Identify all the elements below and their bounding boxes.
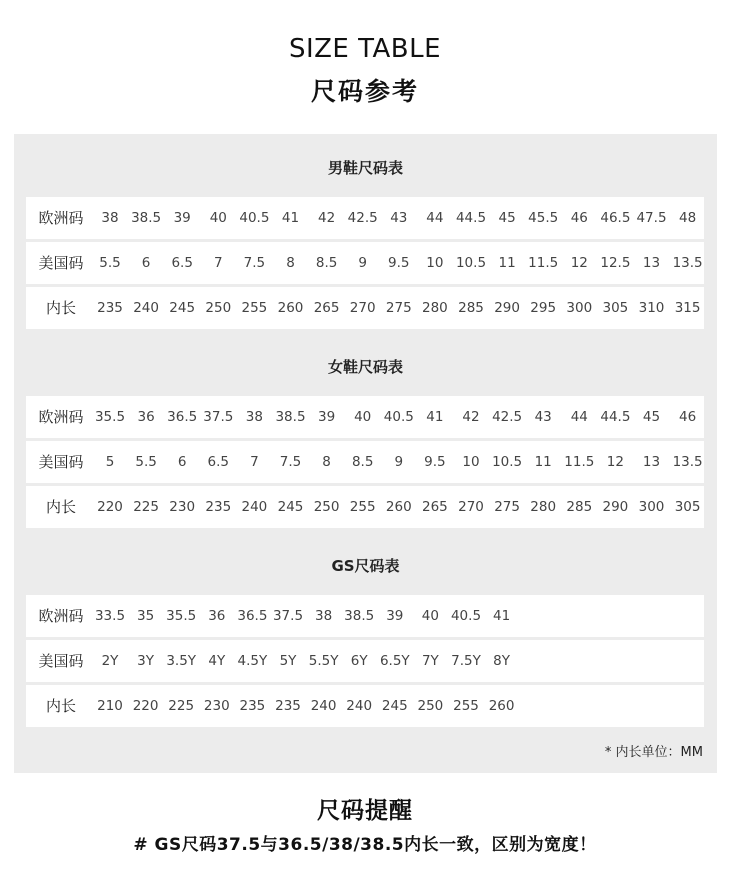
size-value: 7 — [250, 454, 259, 470]
section-heading-women: 女鞋尺码表 — [327, 358, 403, 376]
size-value: 10.5 — [455, 255, 487, 271]
size-value: 37.5 — [272, 608, 304, 624]
row-label: 内长 — [45, 697, 76, 715]
size-value: 13 — [642, 255, 661, 271]
men-row-length — [26, 287, 704, 329]
size-value: 44.5 — [455, 210, 487, 226]
size-value: 36.5 — [237, 608, 268, 624]
size-value: 240 — [241, 499, 268, 515]
size-value: 2Y — [101, 653, 119, 669]
size-value: 42 — [462, 409, 480, 425]
size-value: 5.5 — [135, 454, 157, 470]
size-value: 245 — [169, 300, 196, 316]
size-value: 8 — [322, 454, 331, 470]
size-value: 44 — [570, 409, 588, 425]
size-value: 300 — [638, 499, 665, 515]
size-value: 12.5 — [600, 255, 631, 271]
size-value: 235 — [97, 300, 123, 316]
size-value: 245 — [277, 499, 304, 515]
size-value: 41 — [281, 210, 300, 226]
size-value: 40 — [421, 608, 439, 624]
size-value: 4.5Y — [237, 653, 268, 669]
section-heading-gs: GS尺码表 — [331, 557, 400, 575]
size-value: 10 — [426, 255, 444, 271]
size-value: 7.5 — [243, 255, 266, 271]
size-value: 43 — [534, 409, 552, 425]
size-value: 225 — [168, 698, 195, 714]
size-value: 8.5 — [315, 255, 338, 271]
size-value: 245 — [381, 698, 408, 714]
size-value: 235 — [239, 698, 266, 714]
size-value: 6.5Y — [379, 653, 410, 669]
size-value: 260 — [277, 300, 304, 316]
size-value: 10 — [462, 454, 480, 470]
reminder-title: 尺码提醒 — [317, 798, 413, 824]
size-value: 44.5 — [600, 409, 631, 425]
size-value: 40 — [354, 409, 372, 425]
size-value: 5.5 — [99, 255, 121, 271]
size-value: 265 — [422, 499, 448, 515]
size-value: 315 — [674, 300, 701, 316]
size-value: 11 — [534, 454, 552, 470]
size-value: 310 — [638, 300, 665, 316]
size-value: 6 — [141, 255, 151, 271]
size-value: 45 — [498, 210, 516, 226]
size-value: 48 — [679, 210, 697, 226]
size-value: 6.5 — [207, 454, 230, 470]
size-value: 38 — [245, 409, 263, 425]
size-value: 225 — [133, 499, 159, 515]
size-value: 11.5 — [564, 454, 595, 470]
size-value: 235 — [275, 698, 301, 714]
size-value: 255 — [453, 698, 479, 714]
size-value: 39 — [173, 210, 191, 226]
size-value: 285 — [566, 499, 593, 515]
size-value: 8Y — [493, 653, 511, 669]
size-value: 42 — [318, 210, 336, 226]
men-row-us — [26, 242, 704, 284]
size-value: 4Y — [208, 653, 226, 669]
section-heading-men: 男鞋尺码表 — [327, 159, 403, 177]
size-value: 36.5 — [167, 409, 198, 425]
size-value: 6 — [177, 454, 187, 470]
size-title-en: SIZE TABLE — [288, 34, 442, 64]
size-value: 12 — [606, 454, 624, 470]
size-value: 265 — [313, 300, 340, 316]
row-label: 欧洲码 — [38, 209, 84, 227]
size-value: 3.5Y — [166, 653, 197, 669]
size-value: 35.5 — [166, 608, 197, 624]
size-value: 220 — [97, 499, 123, 515]
size-value: 38.5 — [275, 409, 306, 425]
size-value: 9.5 — [424, 454, 446, 470]
unit-note: * 内长单位：MM — [604, 745, 703, 760]
gs-row-us — [26, 640, 704, 682]
size-value: 13 — [642, 454, 661, 470]
size-value: 280 — [422, 300, 448, 316]
row-label: 美国码 — [38, 254, 84, 272]
size-value: 295 — [530, 300, 557, 316]
row-label: 内长 — [45, 498, 76, 516]
size-value: 285 — [458, 300, 484, 316]
size-table-panel — [14, 134, 717, 773]
size-value: 270 — [349, 300, 376, 316]
size-value: 6Y — [350, 653, 368, 669]
size-value: 38.5 — [344, 608, 375, 624]
size-value: 36 — [137, 409, 155, 425]
size-value: 44 — [426, 210, 444, 226]
size-value: 270 — [458, 499, 484, 515]
size-value: 46 — [570, 210, 588, 226]
size-value: 290 — [602, 499, 629, 515]
size-value: 38 — [101, 210, 119, 226]
size-value: 9.5 — [388, 255, 410, 271]
size-value: 305 — [674, 499, 701, 515]
size-value: 280 — [530, 499, 557, 515]
row-label: 内长 — [45, 299, 76, 317]
size-value: 10.5 — [492, 454, 523, 470]
size-value: 40.5 — [450, 608, 482, 624]
size-value: 42.5 — [492, 409, 523, 425]
size-value: 33.5 — [94, 608, 126, 624]
size-value: 305 — [602, 300, 629, 316]
size-value: 9 — [358, 255, 367, 271]
size-value: 43 — [390, 210, 408, 226]
size-value: 255 — [349, 499, 376, 515]
size-value: 5.5Y — [308, 653, 339, 669]
size-value: 260 — [385, 499, 412, 515]
size-value: 39 — [318, 409, 336, 425]
size-value: 3Y — [137, 653, 155, 669]
size-value: 275 — [385, 300, 412, 316]
size-value: 220 — [132, 698, 159, 714]
size-value: 11 — [498, 255, 516, 271]
size-value: 5 — [105, 454, 115, 470]
row-label: 美国码 — [38, 453, 84, 471]
size-value: 38.5 — [131, 210, 162, 226]
size-value: 13.5 — [672, 255, 703, 271]
women-row-us — [26, 441, 704, 483]
men-row-eu — [26, 197, 704, 239]
reminder-text: # GS尺码37.5与36.5/38/38.5内长一致，区别为宽度！ — [133, 835, 597, 855]
size-value: 7.5Y — [451, 653, 481, 669]
size-value: 40.5 — [383, 409, 414, 425]
size-value: 8.5 — [351, 454, 374, 470]
size-value: 47.5 — [636, 210, 667, 226]
size-value: 7.5 — [279, 454, 302, 470]
size-value: 13.5 — [672, 454, 703, 470]
size-value: 240 — [310, 698, 337, 714]
size-value: 35 — [137, 608, 155, 624]
size-value: 38 — [315, 608, 333, 624]
size-value: 36 — [208, 608, 226, 624]
size-value: 11.5 — [528, 255, 559, 271]
row-label: 欧洲码 — [38, 607, 84, 625]
size-value: 250 — [313, 499, 340, 515]
row-label: 欧洲码 — [38, 408, 84, 426]
size-value: 230 — [169, 499, 196, 515]
size-value: 7Y — [421, 653, 439, 669]
size-value: 300 — [566, 300, 593, 316]
size-value: 210 — [97, 698, 123, 714]
size-value: 39 — [386, 608, 404, 624]
size-value: 41 — [493, 608, 511, 624]
size-value: 45 — [642, 409, 661, 425]
women-row-length — [26, 486, 704, 528]
size-value: 230 — [203, 698, 230, 714]
size-value: 46.5 — [600, 210, 631, 226]
size-value: 8 — [286, 255, 295, 271]
size-value: 250 — [205, 300, 232, 316]
size-value: 235 — [205, 499, 232, 515]
size-value: 46 — [679, 409, 697, 425]
size-value: 275 — [494, 499, 520, 515]
size-value: 42.5 — [347, 210, 378, 226]
size-value: 41 — [426, 409, 444, 425]
size-value: 255 — [241, 300, 268, 316]
size-value: 40.5 — [239, 210, 270, 226]
size-title-cn: 尺码参考 — [310, 77, 419, 106]
size-value: 45.5 — [528, 210, 559, 226]
size-value: 240 — [133, 300, 159, 316]
size-value: 5Y — [279, 653, 297, 669]
size-value: 290 — [494, 300, 520, 316]
size-value: 260 — [488, 698, 515, 714]
size-value: 240 — [346, 698, 373, 714]
gs-row-length — [26, 685, 704, 727]
size-value: 35.5 — [94, 409, 126, 425]
women-row-eu — [26, 396, 704, 438]
size-value: 7 — [214, 255, 223, 271]
size-value: 37.5 — [203, 409, 234, 425]
row-label: 美国码 — [38, 652, 84, 670]
size-value: 9 — [394, 454, 404, 470]
size-value: 250 — [417, 698, 444, 714]
size-value: 40 — [209, 210, 227, 226]
size-value: 12 — [570, 255, 588, 271]
gs-row-eu — [26, 595, 704, 637]
size-value: 6.5 — [171, 255, 193, 271]
